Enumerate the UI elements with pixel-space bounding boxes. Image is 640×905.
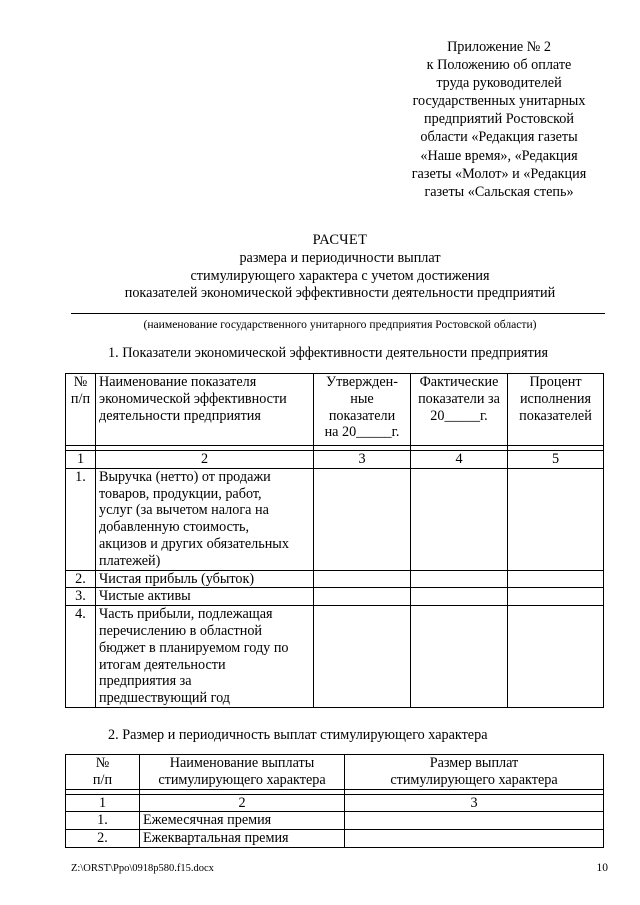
header-indicator-name: Наименование показателя экономической эффективности деятельности предприятия (96, 374, 314, 446)
col-number: 2 (96, 451, 314, 469)
document-heading: РАСЧЕТ (312, 232, 368, 248)
approved-value-cell (314, 588, 411, 606)
header-approved: Утвержден- ные показатели на 20_____г. (314, 374, 411, 446)
indicators-table (65, 373, 604, 708)
payment-size-cell (345, 812, 604, 830)
row-number: 2. (66, 830, 140, 848)
actual-value-cell (411, 468, 508, 570)
column-number-row (66, 794, 604, 812)
percent-value-cell (508, 468, 604, 570)
table-row (66, 570, 604, 588)
header-percent: Процент исполнения показателей (508, 374, 604, 446)
appendix-line: труда руководителей (436, 75, 562, 92)
actual-value-cell (411, 570, 508, 588)
header-actual: Фактические показатели за 20_____г. (411, 374, 508, 446)
indicator-name: Чистая прибыль (убыток) (96, 570, 314, 588)
header-num: № п/п (66, 374, 96, 446)
table-header-row (66, 374, 604, 446)
enterprise-name-line (71, 313, 605, 314)
file-path: Z:\ORST\Ppo\0918p580.f15.docx (71, 863, 214, 874)
appendix-line: области «Редакция газеты (420, 129, 578, 146)
appendix-line: предприятий Ростовской (424, 111, 574, 128)
col-number: 4 (411, 451, 508, 469)
table-row (66, 468, 604, 570)
enterprise-caption: (наименование государственного унитарного предприятия Ростовской области) (143, 318, 537, 331)
appendix-reference (392, 38, 606, 201)
document-subtitle (60, 250, 620, 303)
row-number: 3. (66, 588, 96, 606)
table-row (66, 812, 604, 830)
appendix-line: Приложение № 2 (447, 39, 551, 55)
percent-value-cell (508, 588, 604, 606)
section1-title: 1. Показатели экономической эффективности деятельности предприятия (108, 345, 548, 361)
subtitle-line: стимулирующего характера с учетом достижения (190, 267, 490, 284)
col-number: 3 (314, 451, 411, 469)
col-number: 3 (345, 794, 604, 812)
table-row (66, 588, 604, 606)
payment-size-cell (345, 830, 604, 848)
approved-value-cell (314, 468, 411, 570)
col-number: 1 (66, 794, 140, 812)
row-number: 1. (66, 468, 96, 570)
row-number: 4. (66, 606, 96, 708)
column-number-row (66, 451, 604, 469)
indicator-name: Выручка (нетто) от продажи товаров, продукции, работ, услуг (за вычетом налога на добавленную стоимость, акцизов и других обязательных платежей) (96, 468, 314, 570)
actual-value-cell (411, 606, 508, 708)
approved-value-cell (314, 570, 411, 588)
appendix-line: газеты «Сальская степь» (424, 183, 574, 200)
actual-value-cell (411, 588, 508, 606)
row-number: 2. (66, 570, 96, 588)
page-number: 10 (596, 862, 608, 874)
table-row (66, 606, 604, 708)
percent-value-cell (508, 606, 604, 708)
header-payment-size: Размер выплат стимулирующего характера (345, 755, 604, 790)
header-num: № п/п (66, 755, 140, 790)
table-row (66, 830, 604, 848)
section2-title: 2. Размер и периодичность выплат стимулирующего характера (108, 727, 488, 743)
header-payment-name: Наименование выплаты стимулирующего характера (140, 755, 345, 790)
appendix-line: «Наше время», «Редакция (420, 147, 578, 164)
indicator-name: Чистые активы (96, 588, 314, 606)
subtitle-line: показателей экономической эффективности деятельности предприятий (124, 285, 556, 301)
indicator-name: Часть прибыли, подлежащая перечислению в областной бюджет в планируемом году по итогам деятельности предприятия за предшествующий год (96, 606, 314, 708)
subtitle-line: размера и периодичности выплат (239, 250, 441, 266)
table-header-row (66, 755, 604, 790)
appendix-line: к Положению об оплате (426, 57, 572, 74)
payment-name: Ежеквартальная премия (140, 830, 345, 848)
approved-value-cell (314, 606, 411, 708)
appendix-line: государственных унитарных (412, 93, 586, 110)
row-number: 1. (66, 812, 140, 830)
col-number: 2 (140, 794, 345, 812)
col-number: 1 (66, 451, 96, 469)
percent-value-cell (508, 570, 604, 588)
appendix-line: газеты «Молот» и «Редакция (411, 165, 587, 182)
payment-name: Ежемесячная премия (140, 812, 345, 830)
payments-table (65, 754, 604, 848)
col-number: 5 (508, 451, 604, 469)
